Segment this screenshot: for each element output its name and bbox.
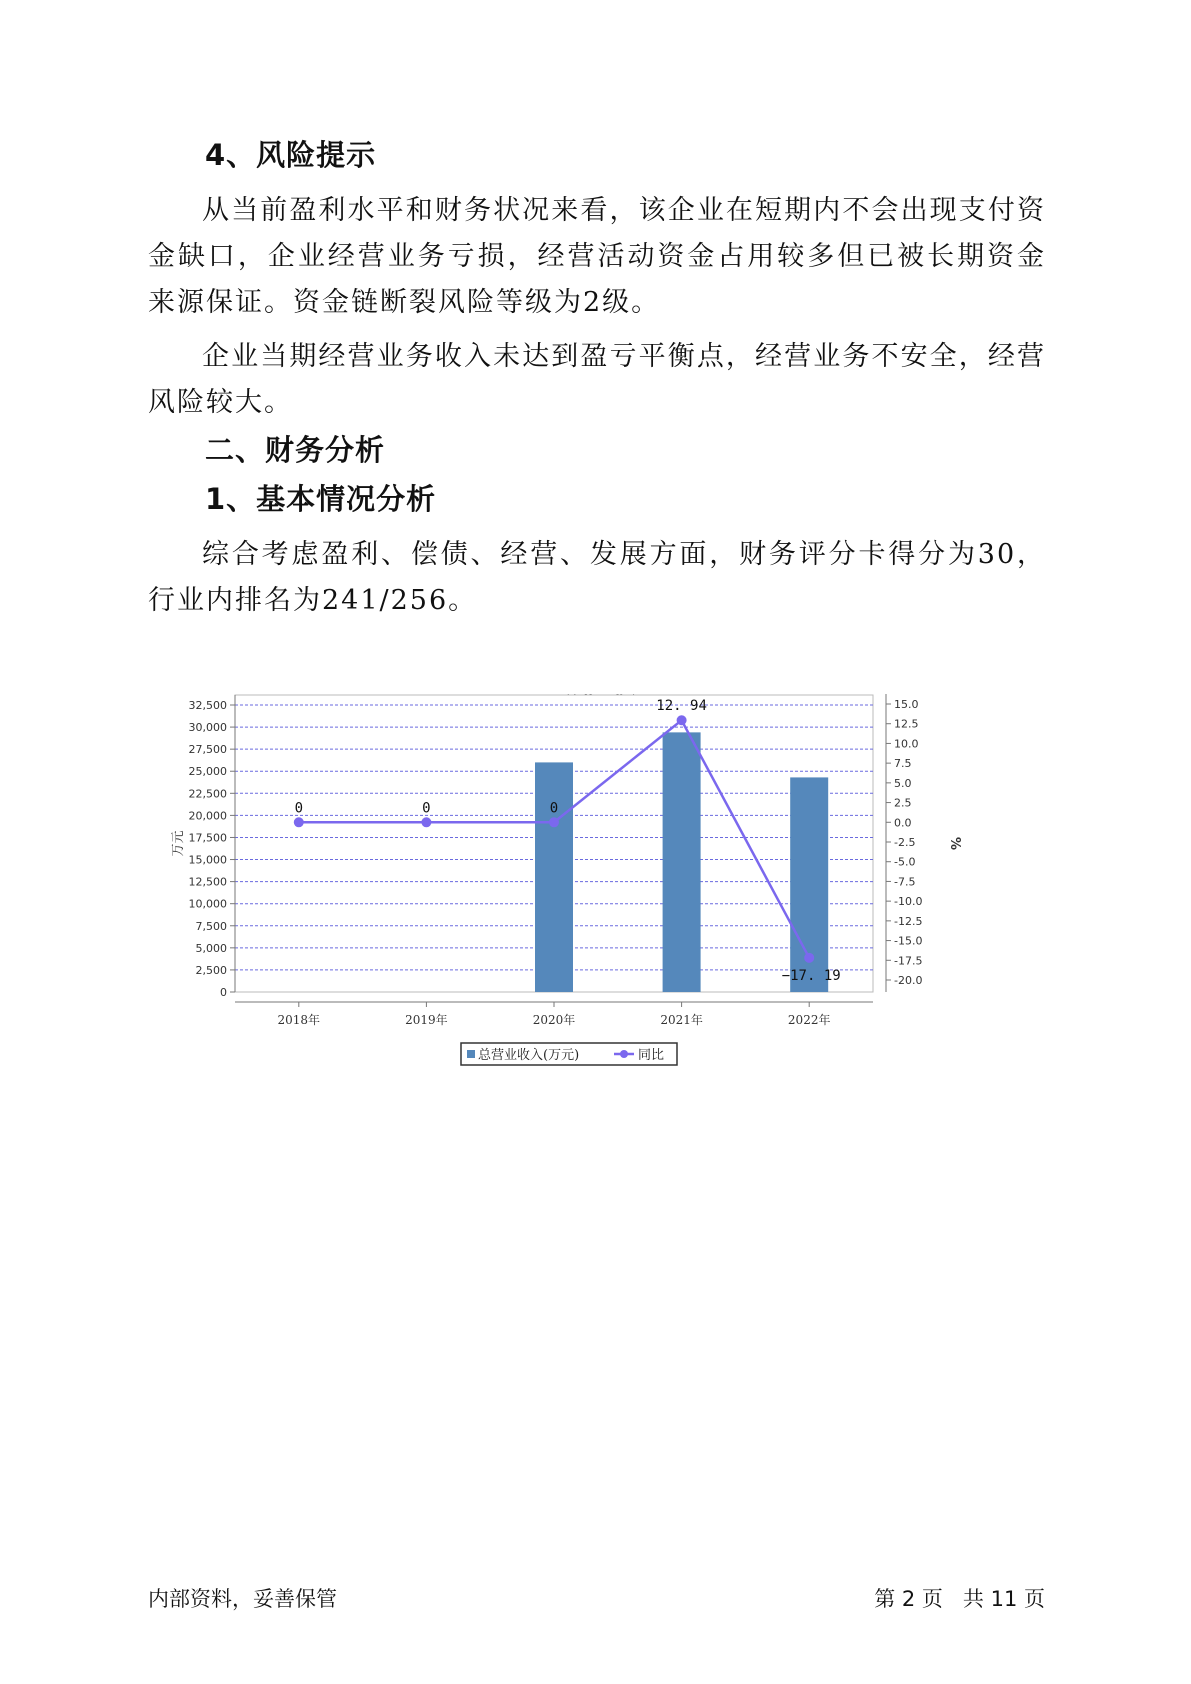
legend-line-label: 同比: [638, 1048, 665, 1063]
data-label: 0: [422, 800, 431, 817]
y-tick-label: 7,500: [195, 919, 227, 933]
y2-tick-label: -20.0: [894, 974, 923, 987]
legend-line-marker: [620, 1050, 628, 1058]
line-point: [677, 715, 687, 725]
x-tick-label: 2022年: [787, 1013, 831, 1027]
line-point: [804, 953, 814, 963]
y2-tick-label: -2.5: [894, 836, 916, 849]
y2-tick-label: -15.0: [894, 934, 923, 948]
basic-heading: 1、基本情况分析: [205, 482, 437, 516]
chart-legend: [461, 1043, 677, 1065]
line-point: [421, 817, 431, 827]
y-tick-label: 12,500: [188, 875, 227, 889]
bar: [535, 762, 573, 992]
y2-tick-label: 7.5: [894, 757, 912, 771]
legend-bar-label: 总营业收入(万元): [478, 1048, 580, 1063]
y-tick-label: 15,000: [188, 853, 227, 867]
y2-tick-label: 2.5: [894, 796, 912, 810]
y2-tick-label: -17.5: [894, 954, 923, 968]
y2-tick-label: 10.0: [894, 737, 919, 751]
data-label: 0: [294, 800, 304, 817]
basic-paragraph: 综合考虑盈利、偿债、经营、发展方面，财务评分卡得分为30，行业内排名为241/256。: [148, 539, 1046, 616]
line-point: [294, 817, 304, 827]
x-tick-label: 2019年: [405, 1013, 448, 1027]
y-tick-label: 20,000: [188, 809, 227, 823]
y-tick-label: 22,500: [188, 787, 227, 801]
y2-tick-label: -7.5: [894, 875, 916, 889]
y-tick-label: 10,000: [188, 897, 227, 911]
footer-page-number: 第 2 页 共 11 页: [874, 1587, 1045, 1611]
revenue-chart: [168, 690, 1048, 1170]
y2-tick-label: 5.0: [894, 776, 912, 790]
risk-paragraph-2: 企业当期经营业务收入未达到盈亏平衡点，经营业务不安全，经营风险较大。: [148, 341, 1046, 418]
y2-tick-label: -10.0: [894, 895, 923, 909]
risk-heading: 4、风险提示: [205, 138, 377, 172]
y-tick-label: 5,000: [195, 941, 227, 955]
data-label: 0: [549, 800, 559, 817]
x-tick-label: 2021年: [660, 1013, 703, 1027]
y-tick-label: 2,500: [195, 963, 227, 977]
y-tick-label: 0: [220, 986, 227, 999]
x-tick-label: 2020年: [532, 1013, 576, 1027]
data-label: −17. 19: [781, 967, 841, 984]
y2-tick-label: 15.0: [894, 698, 919, 711]
y2-tick-label: 0.0: [894, 816, 912, 830]
y2-tick-label: 12.5: [894, 717, 919, 731]
y-axis-label: 万元: [171, 830, 186, 857]
y-tick-label: 32,500: [188, 699, 227, 712]
y2-axis-label: %: [947, 836, 962, 851]
y-tick-label: 30,000: [188, 721, 227, 735]
y2-tick-label: -12.5: [894, 914, 923, 928]
x-tick-label: 2018年: [277, 1013, 321, 1027]
finance-heading: 二、财务分析: [205, 433, 386, 467]
data-label: 12. 94: [656, 698, 707, 715]
y-tick-label: 17,500: [188, 831, 227, 845]
y2-tick-label: -5.0: [894, 855, 916, 869]
line-point: [549, 817, 559, 827]
legend-bar-swatch: [467, 1050, 475, 1058]
footer-confidential: 内部资料，妥善保管: [148, 1587, 337, 1611]
bar: [663, 732, 701, 992]
risk-paragraph-1: 从当前盈利水平和财务状况来看，该企业在短期内不会出现支付资金缺口，企业经营业务亏损，经营活动资金占用较多但已被长期资金来源保证。资金链断裂风险等级为2级。: [148, 195, 1046, 318]
y-tick-label: 27,500: [188, 743, 227, 757]
y-tick-label: 25,000: [188, 765, 227, 779]
